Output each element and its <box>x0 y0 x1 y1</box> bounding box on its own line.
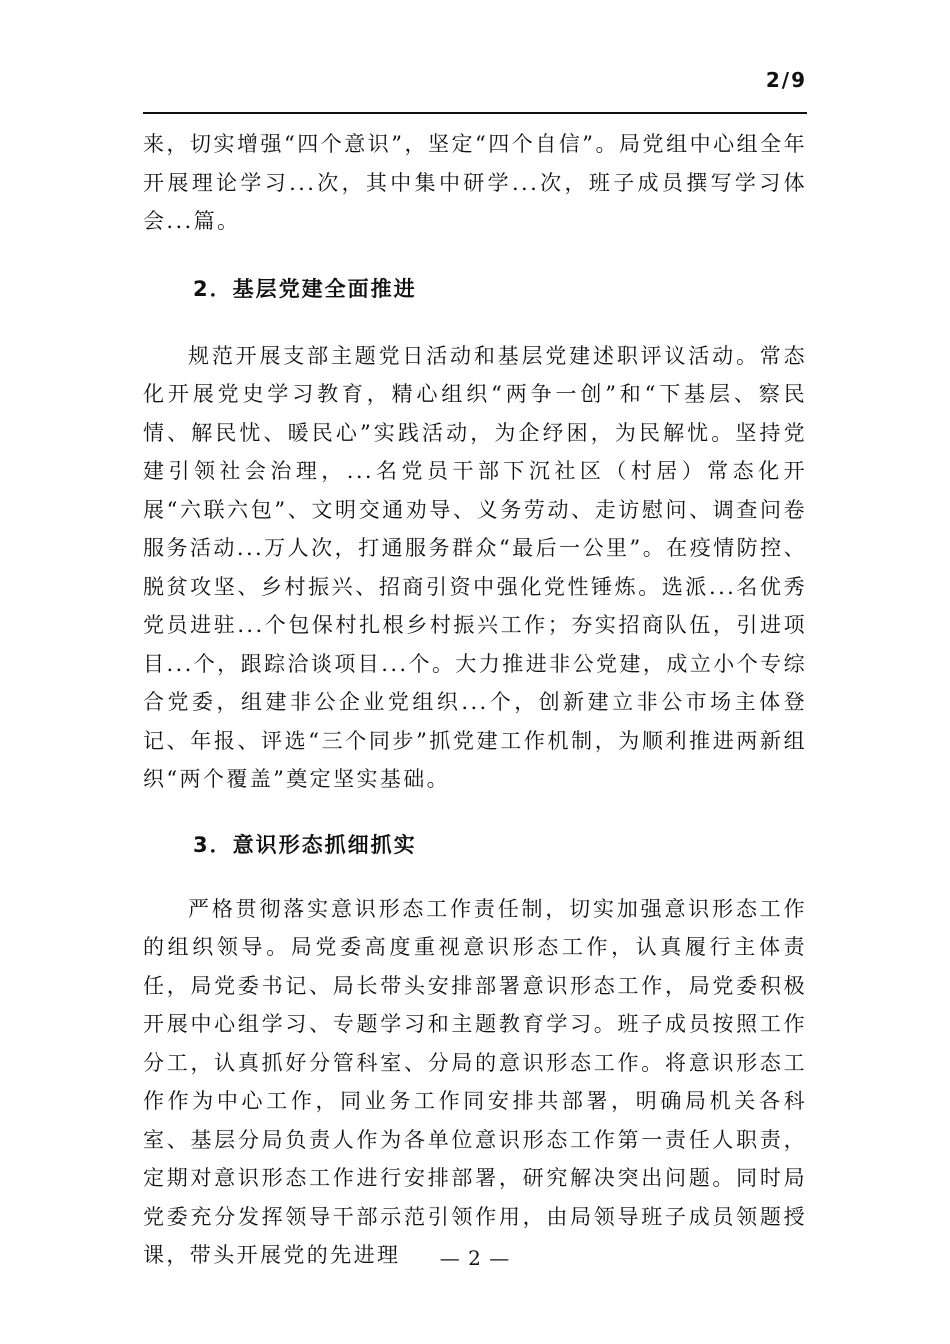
page-indicator: 2/9 <box>765 68 807 92</box>
section-3-paragraph: 严格贯彻落实意识形态工作责任制，切实加强意识形态工作的组织领导。局党委高度重视意识形态工作，认真履行主体责任，局党委书记、局长带头安排部署意识形态工作，局党委积极开展中心组学习、专题学习和主题教育学习。班子成员按照工作分工，认真抓好分管科室、分局的意识形态工作。将意识形态工作作为中心工作，同业务工作同安排共部署，明确局机关各科室、基层分局负责人作为各单位意识形态工作第一责任人职责，定期对意识形态工作进行安排部署，研究解决突出问题。同时局党委充分发挥领导干部示范引领作用，由局领导班子成员领题授课，带头开展党的先进理 <box>143 896 807 1267</box>
document-body <box>143 125 807 1275</box>
section-3-heading: 3．意识形态抓细抓实 <box>193 832 417 857</box>
intro-paragraph: 来，切实增强“四个意识”，坚定“四个自信”。局党组中心组全年开展理论学习...次，其中集中研学...次，班子成员撰写学习体会...篇。 <box>143 132 807 233</box>
header-rule <box>143 112 807 114</box>
section-2-heading: 2．基层党建全面推进 <box>193 276 417 301</box>
section-2-paragraph: 规范开展支部主题党日活动和基层党建述职评议活动。常态化开展党史学习教育，精心组织“两争一创”和“下基层、察民情、解民忧、暖民心”实践活动，为企纾困，为民解忧。坚持党建引领社会治理，...名党员干部下沉社区（村居）常态化开展“六联六包”、文明交通劝导、义务劳动、走访慰问、调查问卷服务活动...万人次，打通服务群众“最后一公里”。在疫情防控、脱贫攻坚、乡村振兴、招商引资中强化党性锤炼。选派...名优秀党员进驻...个包保村扎根乡村振兴工作；夯实招商队伍，引进项目...个，跟踪洽谈项目...个。大力推进非公党建，成立小个专综合党委，组建非公企业党组织...个，创新建立非公市场主体登记、年报、评选“三个同步”抓党建工作机制，为顺利推进两新组织“两个覆盖”奠定坚实基础。 <box>143 343 807 791</box>
footer-page-number: — 2 — <box>439 1246 511 1270</box>
